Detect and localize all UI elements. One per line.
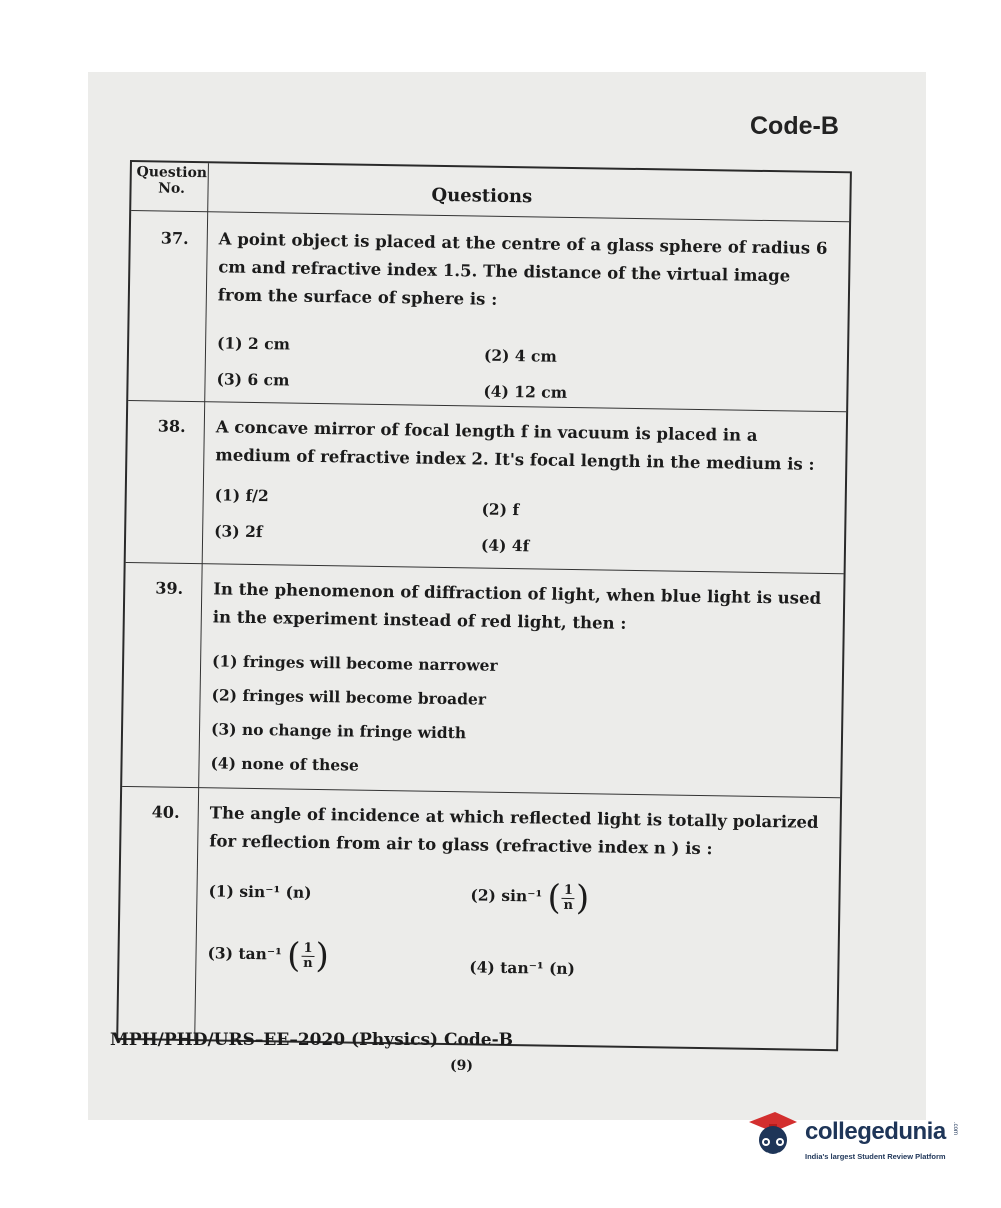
fraction-numerator: 1: [301, 941, 314, 956]
fraction-numerator: 1: [562, 883, 575, 898]
questions-header: Questions: [431, 184, 533, 208]
fraction-denominator: n: [303, 955, 313, 971]
fraction-denominator: n: [563, 897, 574, 913]
option-label: (2) sin⁻¹: [470, 885, 543, 906]
option: (1) f/2: [214, 485, 269, 506]
row-divider: [128, 400, 846, 412]
question-number: 37.: [160, 228, 189, 248]
question-text: In the phenomenon of diffraction of light, when blue light is used in the experiment instead of red light, then :: [212, 579, 822, 633]
header-divider: [131, 210, 849, 222]
brand-suffix: .com: [952, 1122, 958, 1136]
option: (2) f: [481, 499, 520, 520]
brand-tagline: India's largest Student Review Platform: [805, 1152, 946, 1161]
row-divider: [122, 786, 840, 798]
option: (4) 12 cm: [483, 381, 568, 402]
page-number: (9): [450, 1058, 473, 1074]
option: (3) 6 cm: [216, 369, 290, 390]
fraction: ( $\frac{1}{n}$ ): [286, 935, 330, 977]
graduate-mascot-icon: [745, 1104, 799, 1164]
question-no-header: Question No.: [136, 164, 208, 197]
option-with-fraction: [470, 877, 590, 919]
paper-code: Code-B: [750, 112, 839, 140]
collegedunia-logo[interactable]: [745, 1102, 975, 1172]
option: (4) tan⁻¹ (n): [469, 957, 576, 979]
option: (4) none of these: [210, 753, 359, 775]
option: (3) 2f: [214, 521, 263, 542]
question-text: A concave mirror of focal length f in vacuum is placed in a medium of refractive index 2. It's focal length in the medium is :: [215, 417, 815, 474]
question-number: 40.: [151, 802, 180, 822]
option: (1) fringes will become narrower: [211, 651, 498, 675]
option: (1) sin⁻¹ (n): [208, 881, 312, 902]
question-text: The angle of incidence at which reflected light is totally polarized for reflection from air to glass (refractive index n ) is :: [209, 803, 819, 859]
option: (3) no change in fringe width: [210, 719, 467, 743]
fraction: ( $\frac{1}{n}$ ): [547, 877, 590, 919]
option: (4) 4f: [480, 535, 530, 556]
questions-table: [116, 160, 852, 1051]
question-number: 38.: [157, 416, 186, 436]
exam-footer: MPH/PHD/URS–EE–2020 (Physics) Code-B: [110, 1030, 514, 1050]
question-text: A point object is placed at the centre of a glass sphere of radius 6 cm and refractive index 1.5. The distance of the virtual image from the surface of sphere is :: [217, 229, 828, 309]
question-number: 39.: [155, 578, 184, 598]
option: (1) 2 cm: [216, 333, 291, 354]
brand-name: collegedunia: [805, 1118, 946, 1145]
option-label: (3) tan⁻¹: [207, 943, 282, 964]
option: (2) fringes will become broader: [211, 685, 487, 709]
row-divider: [126, 562, 844, 574]
column-divider: [194, 163, 209, 1039]
option-with-fraction: [207, 935, 330, 977]
option: (2) 4 cm: [483, 345, 557, 366]
